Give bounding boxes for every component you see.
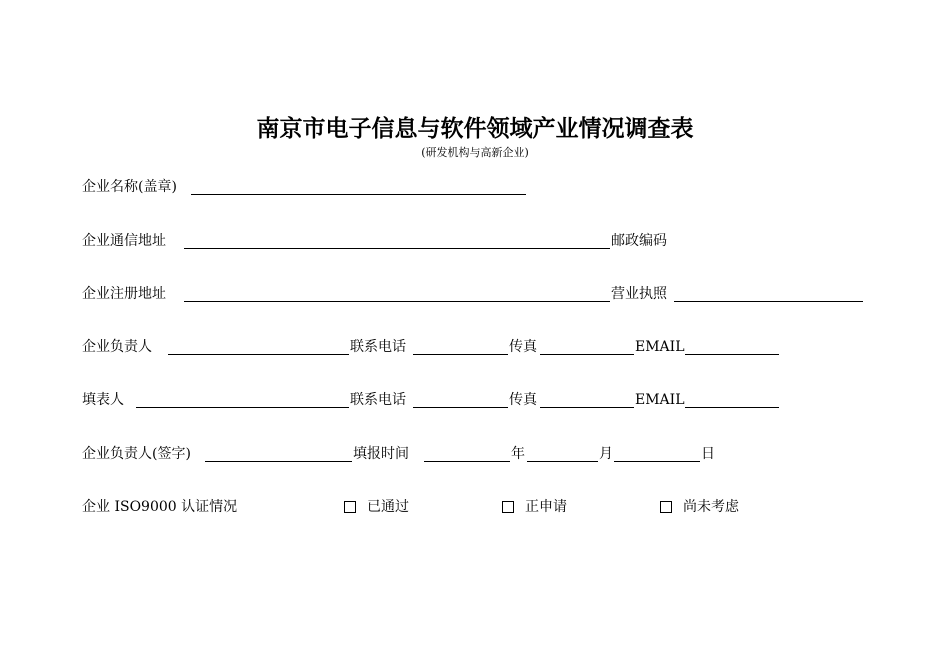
form-title: 南京市电子信息与软件领域产业情况调查表 bbox=[256, 115, 694, 142]
iso-not-considered-checkbox[interactable] bbox=[660, 501, 672, 513]
iso-not-considered-label: 尚未考虑 bbox=[683, 499, 739, 515]
iso-applying-label: 正申请 bbox=[525, 499, 567, 515]
company-head-fax-label: 传真 bbox=[509, 339, 537, 355]
company-head-fax-field[interactable] bbox=[540, 336, 634, 355]
mailing-address-label: 企业通信地址 bbox=[82, 233, 166, 249]
registered-address-field[interactable] bbox=[184, 283, 610, 302]
iso-passed-label: 已通过 bbox=[367, 499, 409, 515]
form-subtitle: (研发机构与高新企业) bbox=[421, 146, 529, 159]
filler-email-field[interactable] bbox=[685, 389, 779, 408]
iso-applying-checkbox[interactable] bbox=[502, 501, 514, 513]
company-head-field[interactable] bbox=[168, 336, 349, 355]
company-head-email-field[interactable] bbox=[685, 336, 779, 355]
filler-phone-label: 联系电话 bbox=[350, 392, 406, 408]
iso-label: 企业 ISO9000 认证情况 bbox=[82, 499, 238, 515]
company-head-phone-field[interactable] bbox=[413, 336, 508, 355]
filler-field[interactable] bbox=[136, 389, 349, 408]
fill-year-field[interactable] bbox=[424, 443, 510, 462]
company-name-field[interactable] bbox=[191, 176, 526, 195]
filler-label: 填表人 bbox=[82, 392, 124, 408]
postal-code-label: 邮政编码 bbox=[611, 233, 667, 249]
year-label: 年 bbox=[511, 446, 525, 462]
mailing-address-field[interactable] bbox=[184, 230, 610, 249]
company-name-label: 企业名称(盖章) bbox=[82, 179, 177, 195]
iso-passed-checkbox[interactable] bbox=[344, 501, 356, 513]
business-license-label: 营业执照 bbox=[611, 286, 667, 302]
filler-fax-label: 传真 bbox=[509, 392, 537, 408]
head-signature-label: 企业负责人(签字) bbox=[82, 446, 191, 462]
registered-address-label: 企业注册地址 bbox=[82, 286, 166, 302]
business-license-field[interactable] bbox=[674, 283, 863, 302]
fill-day-field[interactable] bbox=[614, 443, 700, 462]
company-head-phone-label: 联系电话 bbox=[350, 339, 406, 355]
filler-email-label: EMAIL bbox=[635, 392, 685, 408]
fill-date-label: 填报时间 bbox=[353, 446, 409, 462]
company-head-email-label: EMAIL bbox=[635, 339, 685, 355]
fill-month-field[interactable] bbox=[527, 443, 598, 462]
filler-fax-field[interactable] bbox=[540, 389, 634, 408]
day-label: 日 bbox=[701, 446, 715, 462]
company-head-label: 企业负责人 bbox=[82, 339, 152, 355]
filler-phone-field[interactable] bbox=[413, 389, 508, 408]
month-label: 月 bbox=[599, 446, 613, 462]
head-signature-field[interactable] bbox=[205, 443, 352, 462]
